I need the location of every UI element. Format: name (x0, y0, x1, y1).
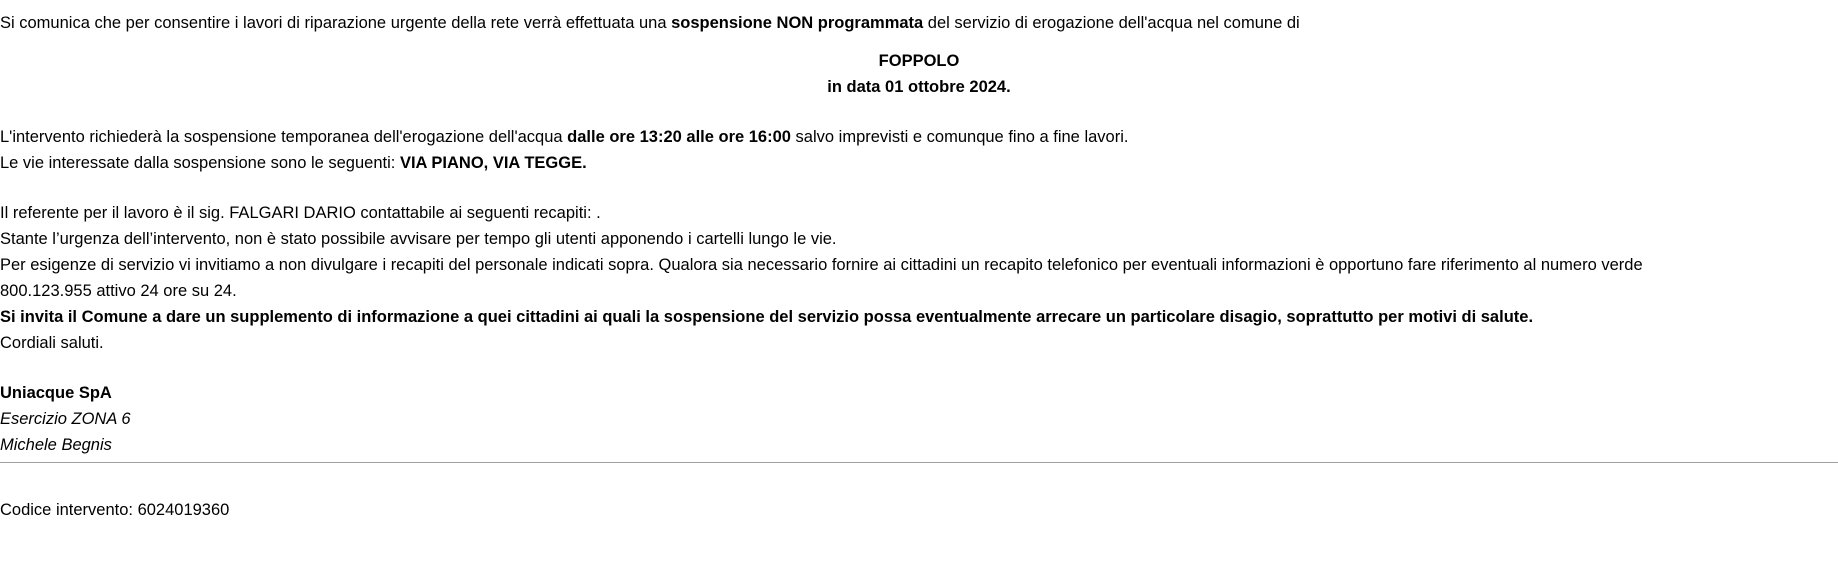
intro-bold: sospensione NON programmata (671, 14, 924, 32)
schedule-suffix: salvo imprevisti e comunque fino a fine lavori. (790, 128, 1129, 146)
streets-line (0, 150, 1838, 176)
urgency-line: Stante l’urgenza dell’intervento, non è stato possibile avvisare per tempo gli utenti apponendo i cartelli lungo le vie. (0, 230, 837, 248)
signature-company: Uniacque SpA (0, 384, 112, 402)
schedule-line (0, 124, 1838, 150)
privacy-line: Per esigenze di servizio vi invitiamo a non divulgare i recapiti del personale indicati sopra. Qualora sia necessario fornire ai cittadini un recapito telefonico per eventuali informazioni è opportuno fare riferimento al numero verde (0, 256, 1643, 274)
intervention-code: Codice intervento: 6024019360 (0, 501, 230, 519)
signature-person: Michele Begnis (0, 436, 112, 454)
intro-prefix: Si comunica che per consentire i lavori di riparazione urgente della rete verrà effettuata una (0, 14, 672, 32)
schedule-prefix: L'intervento richiederà la sospensione temporanea dell'erogazione dell'acqua (0, 128, 568, 146)
footer-divider (0, 462, 1838, 463)
streets-prefix: Le vie interessate dalla sospensione sono le seguenti: (0, 154, 400, 172)
intro-suffix: del servizio di erogazione dell'acqua nel comune di (923, 14, 1300, 32)
toll-free-line: 800.123.955 attivo 24 ore su 24. (0, 282, 237, 300)
closing-line: Cordiali saluti. (0, 334, 104, 352)
signature-department: Esercizio ZONA 6 (0, 410, 131, 428)
contact-line: Il referente per il lavoro è il sig. FALGARI DARIO contattabile ai seguenti recapiti: . (0, 204, 601, 222)
municipality-name: FOPPOLO (878, 52, 960, 70)
schedule-time: dalle ore 13:20 alle ore 16:00 (567, 128, 791, 146)
streets-list: VIA PIANO, VIA TEGGE. (399, 154, 587, 172)
request-line: Si invita il Comune a dare un supplemento di informazione a quei cittadini ai quali la sospensione del servizio possa eventualmente arrecare un particolare disagio, soprattutto per motivi di salute. (0, 308, 1534, 326)
intro-paragraph (0, 10, 1838, 36)
notice-date: in data 01 ottobre 2024. (827, 78, 1011, 96)
